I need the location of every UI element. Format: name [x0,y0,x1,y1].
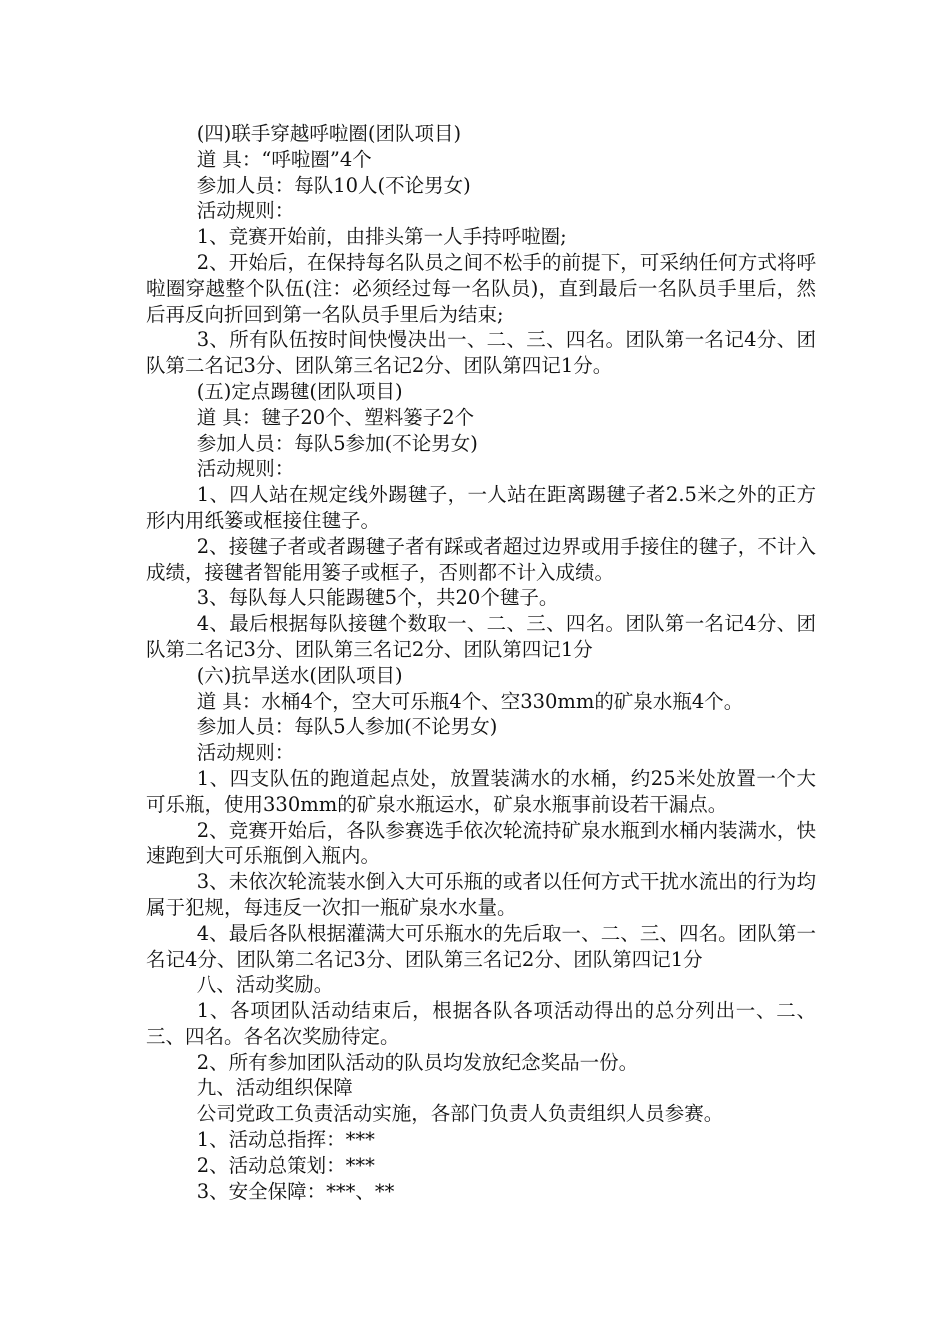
document-body [146,121,816,1204]
rules-heading: 活动规则： [196,457,295,481]
reward-paragraph: 2、所有参加团队活动的队员均发放纪念奖品一份。 [196,1050,639,1074]
section-heading-rewards: 八、活动奖励。 [196,973,334,997]
organization-paragraph: 公司党政工负责活动实施，各部门负责人负责组织人员参赛。 [196,1102,724,1126]
participants-line: 参加人员：每队5人参加(不论男女) [196,715,498,739]
rule-paragraph: 3、所有队伍按时间快慢决出一、二、三、四名。团队第一名记4分、团队第二名记3分、团队第三名记2分、团队第四记1分。 [146,328,816,378]
reward-paragraph: 1、各项团队活动结束后，根据各队各项活动得出的总分列出一、二、三、四名。各名次奖励待定。 [146,999,816,1048]
organization-item: 3、安全保障：***、** [196,1179,395,1203]
rule-paragraph: 1、四人站在规定线外踢毽子，一人站在距离踢毽子者2.5米之外的正方形内用纸篓或框接住毽子。 [146,483,816,532]
props-line: 道 具：“呼啦圈”4个 [196,147,372,171]
organization-item: 2、活动总策划：*** [196,1153,375,1177]
props-line: 道 具：毽子20个、塑料篓子2个 [196,405,475,429]
rule-paragraph: 1、四支队伍的跑道起点处，放置装满水的水桶，约25米处放置一个大可乐瓶，使用330mm的矿泉水瓶运水，矿泉水瓶事前设若干漏点。 [146,766,816,816]
rule-paragraph: 4、最后根据每队接毽个数取一、二、三、四名。团队第一名记4分、团队第二名记3分、团队第三名记2分、团队第四记1分 [146,612,816,661]
rule-paragraph: 3、未依次轮流装水倒入大可乐瓶的或者以任何方式干扰水流出的行为均属于犯规，每违反一次扣一瓶矿泉水水量。 [146,870,816,919]
props-line: 道 具：水桶4个，空大可乐瓶4个、空330mm的矿泉水瓶4个。 [196,689,744,713]
rules-heading: 活动规则： [196,741,295,765]
section-heading-6: (六)抗旱送水(团队项目) [196,663,403,687]
organization-item: 1、活动总指挥：*** [196,1128,375,1152]
rule-paragraph: 2、开始后，在保持每名队员之间不松手的前提下，可采纳任何方式将呼啦圈穿越整个队伍(注：必须经过每一名队员)，直到最后一名队员手里后，然后再反向折回到第一名队员手里后为结束; [146,250,816,326]
section-heading-organization: 九、活动组织保障 [196,1076,353,1100]
rule-paragraph: 1、竞赛开始前，由排头第一人手持呼啦圈; [196,225,567,249]
rule-paragraph: 2、竞赛开始后，各队参赛选手依次轮流持矿泉水瓶到水桶内装满水，快速跑到大可乐瓶倒入瓶内。 [146,818,816,868]
section-heading-5: (五)定点踢毽(团队项目) [196,379,403,403]
rule-paragraph: 2、接毽子者或者踢毽子者有踩或者超过边界或用手接住的毽子，不计入成绩，接毽者智能用篓子或框子，否则都不计入成绩。 [146,534,816,584]
section-heading-4: (四)联手穿越呼啦圈(团队项目) [196,122,462,145]
rule-paragraph: 4、最后各队根据灌满大可乐瓶水的先后取一、二、三、四名。团队第一名记4分、团队第二名记3分、团队第三名记2分、团队第四记1分 [146,921,816,971]
participants-line: 参加人员：每队5参加(不论男女) [196,431,478,455]
rules-heading: 活动规则： [196,199,295,223]
rule-paragraph: 3、每队每人只能踢毽5个，共20个毽子。 [196,586,559,610]
participants-line: 参加人员：每队10人(不论男女) [196,173,471,197]
